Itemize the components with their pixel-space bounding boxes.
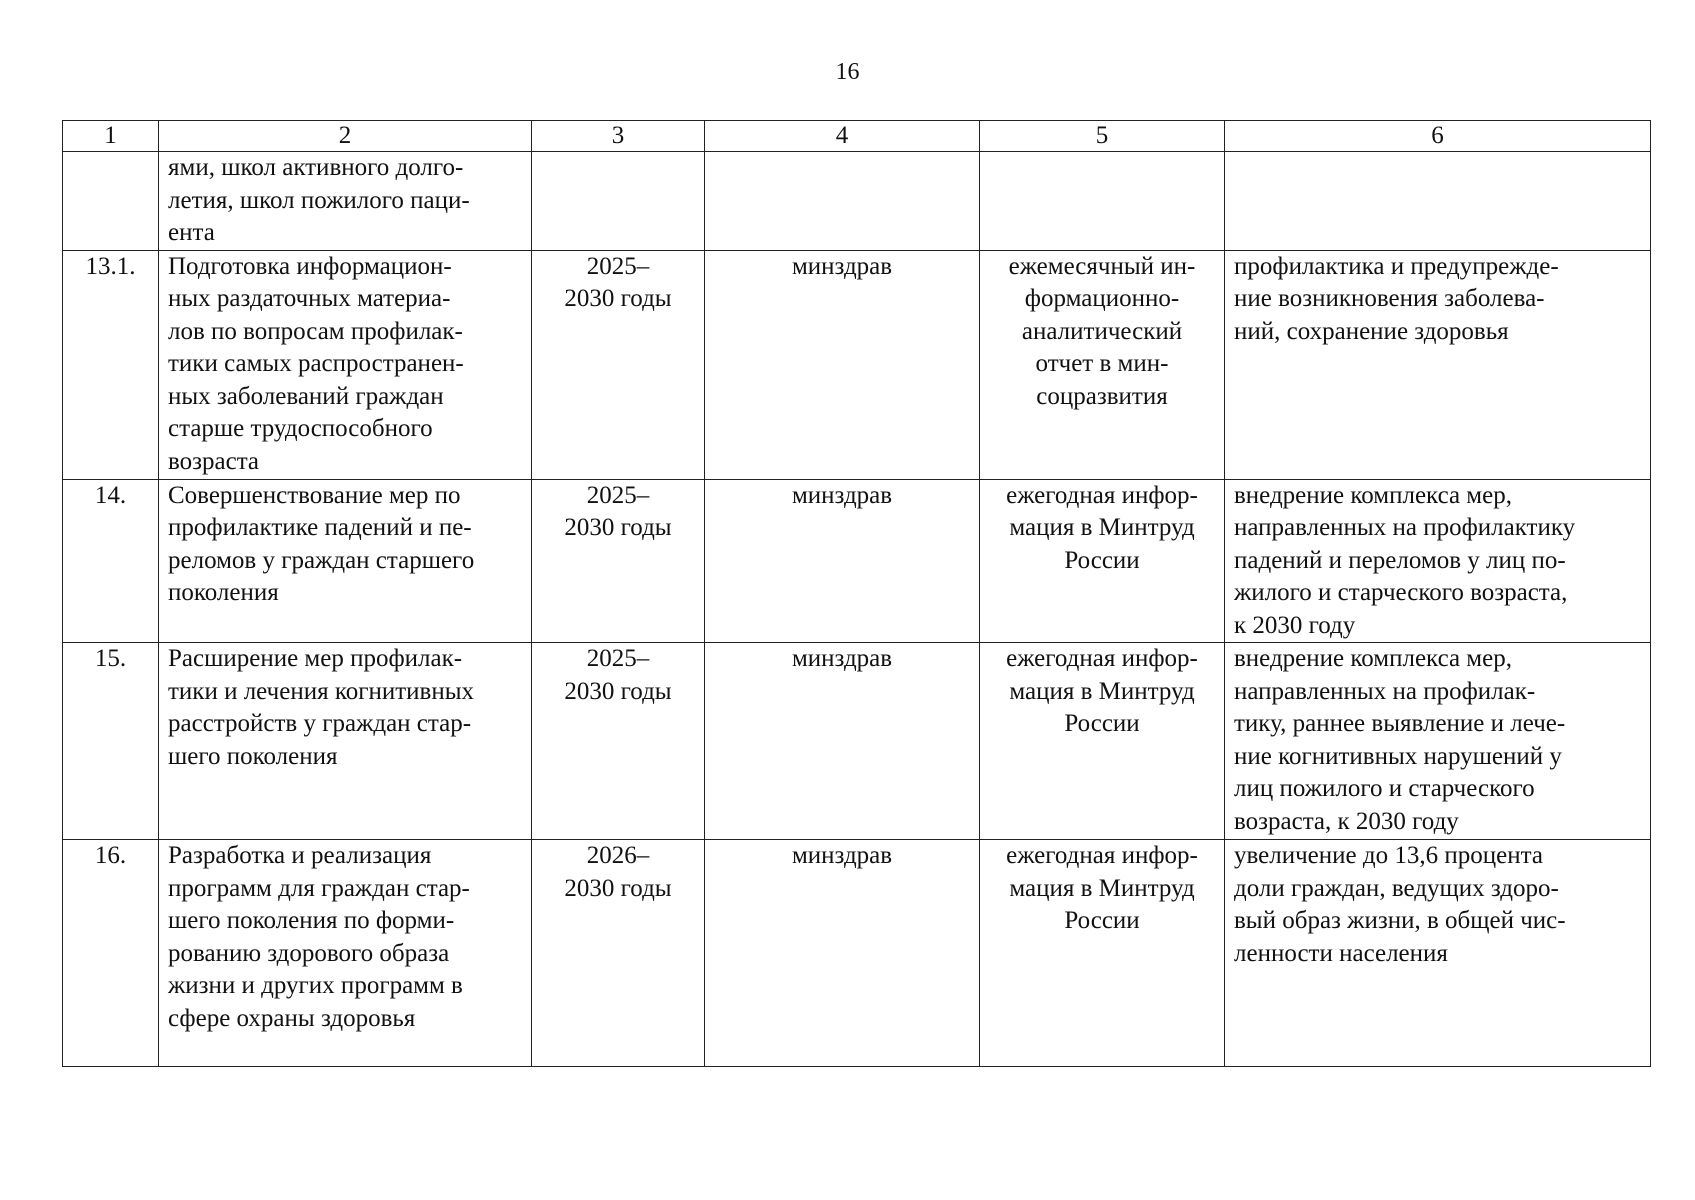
- activity-text: Разработка и реализация программ для граждан стар- шего поколения по форми- рованию здорового образа жизни и других программ в сфере охраны здоровья: [168, 842, 470, 1032]
- result-cell: [1225, 479, 1651, 643]
- report-text: ежегодная инфор- мация в Минтруд России: [1006, 645, 1198, 737]
- row-number-cell: [63, 840, 159, 1067]
- executor-cell: [705, 479, 980, 643]
- report-cell: [980, 840, 1225, 1067]
- column-header-6: 6: [1225, 121, 1651, 152]
- executor-cell: [705, 643, 980, 840]
- result-cell: [1225, 643, 1651, 840]
- activity-cell: [159, 643, 532, 840]
- table-row-16: [63, 840, 1651, 1067]
- period-cell: [532, 250, 705, 479]
- table-header-row: [63, 121, 1651, 152]
- column-header-4: 4: [705, 121, 980, 152]
- executor-text: минздрав: [791, 252, 893, 280]
- column-header-5: 5: [980, 121, 1225, 152]
- column-header-1: 1: [63, 121, 159, 152]
- row-number: 15.: [94, 645, 127, 672]
- report-cell: [980, 152, 1225, 251]
- executor-text: минздрав: [791, 842, 893, 869]
- executor-text: минздрав: [791, 481, 893, 509]
- activity-text: ями, школ активного долго- летия, школ пожилого паци- ента: [168, 154, 470, 246]
- result-text: профилактика и предупрежде- ние возникновения заболева- ний, сохранение здоровья: [1234, 252, 1559, 345]
- executor-cell: [705, 840, 980, 1067]
- page-number: 16: [835, 59, 860, 85]
- activity-text: Расширение мер профилак- тики и лечения когнитивных расстройств у граждан стар- шего поколения: [168, 645, 475, 770]
- result-cell: [1225, 152, 1651, 251]
- activity-text: Совершенствование мер по профилактике падений и пе- реломов у граждан старшего поколения: [168, 481, 475, 606]
- period-text: 2025– 2030 годы: [564, 481, 672, 541]
- period-cell: [532, 643, 705, 840]
- report-text: ежемесячный ин- формационно- аналитический отчет в мин- соцразвития: [1008, 252, 1196, 410]
- result-text: внедрение комплекса мер, направленных на профилак- тику, раннее выявление и лече- ние когнитивных нарушений у лиц пожилого и старческого возраста, к 2030 году: [1234, 645, 1566, 835]
- column-header-2: 2: [159, 121, 532, 152]
- activity-cell: [159, 840, 532, 1067]
- row-number-cell: [63, 479, 159, 643]
- row-number: 14.: [94, 481, 127, 509]
- report-text: ежегодная инфор- мация в Минтруд России: [1006, 842, 1198, 934]
- executor-text: минздрав: [791, 645, 893, 672]
- row-number: 13.1.: [85, 252, 136, 280]
- table-row-continuation: [63, 152, 1651, 251]
- table-row-13-1: [63, 250, 1651, 479]
- row-number-cell: [63, 152, 159, 251]
- table-row-15: [63, 643, 1651, 840]
- row-number-cell: [63, 643, 159, 840]
- row-number: 16.: [94, 842, 127, 869]
- result-cell: [1225, 840, 1651, 1067]
- activity-cell: [159, 479, 532, 643]
- activity-cell: [159, 250, 532, 479]
- period-text: 2025– 2030 годы: [564, 645, 672, 705]
- measures-table: [62, 120, 1651, 1067]
- result-text: внедрение комплекса мер, направленных на профилактику падений и переломов у лиц по- жилого и старческого возраста, к 2030 году: [1234, 481, 1576, 639]
- result-cell: [1225, 250, 1651, 479]
- period-cell: [532, 152, 705, 251]
- result-text: увеличение до 13,6 процента доли граждан, ведущих здоро- вый образ жизни, в общей чис- ленности населения: [1234, 842, 1566, 967]
- executor-cell: [705, 250, 980, 479]
- table-row-14: [63, 479, 1651, 643]
- period-text: 2026– 2030 годы: [564, 842, 672, 902]
- report-text: ежегодная инфор- мация в Минтруд России: [1006, 481, 1198, 574]
- executor-cell: [705, 152, 980, 251]
- column-header-3: 3: [532, 121, 705, 152]
- report-cell: [980, 479, 1225, 643]
- period-cell: [532, 840, 705, 1067]
- period-text: 2025– 2030 годы: [564, 252, 672, 312]
- report-cell: [980, 643, 1225, 840]
- report-cell: [980, 250, 1225, 479]
- row-number-cell: [63, 250, 159, 479]
- activity-text: Подготовка информацион- ных раздаточных материа- лов по вопросам профилак- тики самых распространен- ных заболеваний граждан старше трудоспособного возраста: [168, 252, 464, 475]
- period-cell: [532, 479, 705, 643]
- activity-cell: [159, 152, 532, 251]
